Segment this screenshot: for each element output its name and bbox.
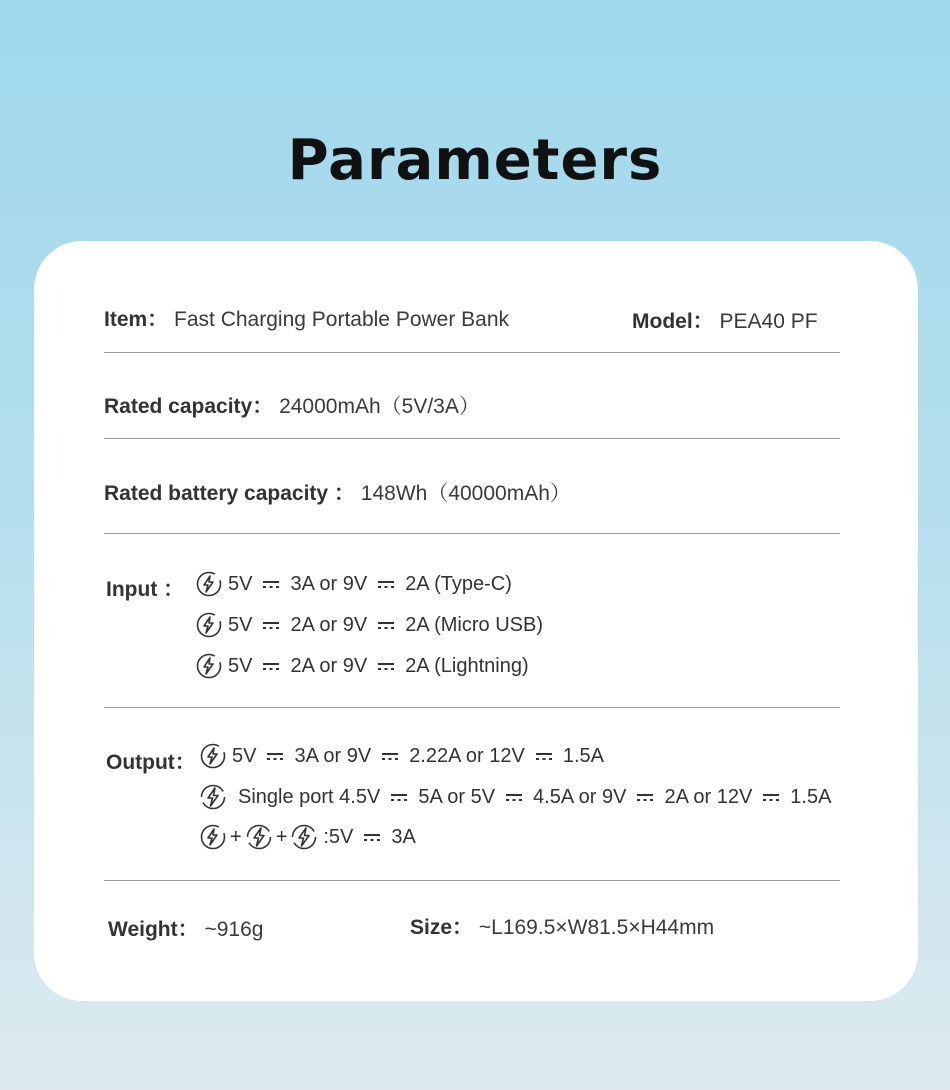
divider <box>104 880 840 881</box>
divider <box>104 352 840 353</box>
input-voltage: 5V <box>228 613 253 636</box>
output-line-2 <box>200 784 831 810</box>
input-label-row <box>106 573 184 603</box>
size-label: Size： <box>410 916 474 939</box>
item-row <box>104 303 509 333</box>
output-line-1 <box>200 743 604 769</box>
dc-symbol-icon <box>377 620 395 630</box>
quick-charge-icon <box>246 824 272 850</box>
fast-charge-icon <box>196 653 222 679</box>
output-single-port-current-2: 4.5A or 9V <box>533 785 627 808</box>
input-voltage: 5V <box>228 572 253 595</box>
item-value: Fast Charging Portable Power Bank <box>174 308 510 331</box>
model-label: Model： <box>632 310 714 333</box>
model-value: PEA40 PF <box>719 310 818 333</box>
item-label: Item： <box>104 308 169 331</box>
model-row <box>632 305 818 335</box>
rated-capacity-row <box>104 390 480 420</box>
output-combined-voltage: :5V <box>323 825 354 848</box>
output-single-port-current-4: 1.5A <box>790 785 832 808</box>
dc-symbol-icon <box>262 661 280 671</box>
input-current-1: 2A or 9V <box>290 654 368 677</box>
input-voltage: 5V <box>228 654 253 677</box>
output-label-row <box>106 746 196 776</box>
dc-symbol-icon <box>505 792 523 802</box>
plus-sign: + <box>275 825 288 848</box>
divider <box>104 438 840 439</box>
size-value: ~L169.5×W81.5×H44mm <box>478 916 715 939</box>
output-current-1: 3A or 9V <box>294 744 372 767</box>
output-single-port-voltage: Single port 4.5V <box>238 785 381 808</box>
dc-symbol-icon <box>363 832 381 842</box>
divider <box>104 707 840 708</box>
output-current-3: 1.5A <box>562 744 604 767</box>
input-current-2: 2A (Type-C) <box>405 572 512 595</box>
dc-symbol-icon <box>377 579 395 589</box>
fast-charge-icon <box>196 571 222 597</box>
fast-charge-icon <box>200 824 226 850</box>
dc-symbol-icon <box>535 751 553 761</box>
output-voltage: 5V <box>232 744 257 767</box>
output-current-2: 2.22A or 12V <box>409 744 525 767</box>
dc-symbol-icon <box>262 620 280 630</box>
rated-capacity-label: Rated capacity： <box>104 395 274 418</box>
input-label: Input ： <box>106 578 185 601</box>
fast-charge-icon <box>196 612 222 638</box>
quick-charge-icon <box>200 784 226 810</box>
dc-symbol-icon <box>381 751 399 761</box>
dc-symbol-icon <box>266 751 284 761</box>
weight-value: ~916g <box>204 918 264 941</box>
input-line-type-c <box>196 571 512 597</box>
dc-symbol-icon <box>636 792 654 802</box>
output-label: Output： <box>106 751 196 774</box>
input-line-lightning <box>196 653 529 679</box>
quick-charge-icon <box>291 824 317 850</box>
input-current-2: 2A (Lightning) <box>405 654 529 677</box>
rated-battery-capacity-value: 148Wh（40000mAh） <box>360 482 571 505</box>
output-single-port-current-3: 2A or 12V <box>664 785 753 808</box>
rated-battery-capacity-label: Rated battery capacity ： <box>104 482 355 505</box>
dc-symbol-icon <box>762 792 780 802</box>
divider <box>104 533 840 534</box>
weight-label: Weight： <box>108 918 199 941</box>
output-combined-current: 3A <box>391 825 416 848</box>
dc-symbol-icon <box>262 579 280 589</box>
dc-symbol-icon <box>377 661 395 671</box>
output-line-3 <box>200 824 416 850</box>
parameters-card <box>34 241 918 1001</box>
size-row <box>410 911 714 941</box>
fast-charge-icon <box>200 743 226 769</box>
rated-capacity-value: 24000mAh（5V/3A） <box>279 395 480 418</box>
input-current-1: 2A or 9V <box>290 613 368 636</box>
dc-symbol-icon <box>390 792 408 802</box>
output-single-port-current-1: 5A or 5V <box>418 785 496 808</box>
page-title: Parameters <box>287 128 663 193</box>
input-line-micro-usb <box>196 612 543 638</box>
rated-battery-capacity-row <box>104 477 571 507</box>
plus-sign: + <box>230 825 242 848</box>
input-current-1: 3A or 9V <box>290 572 368 595</box>
weight-row <box>108 913 263 943</box>
input-current-2: 2A (Micro USB) <box>405 613 543 636</box>
